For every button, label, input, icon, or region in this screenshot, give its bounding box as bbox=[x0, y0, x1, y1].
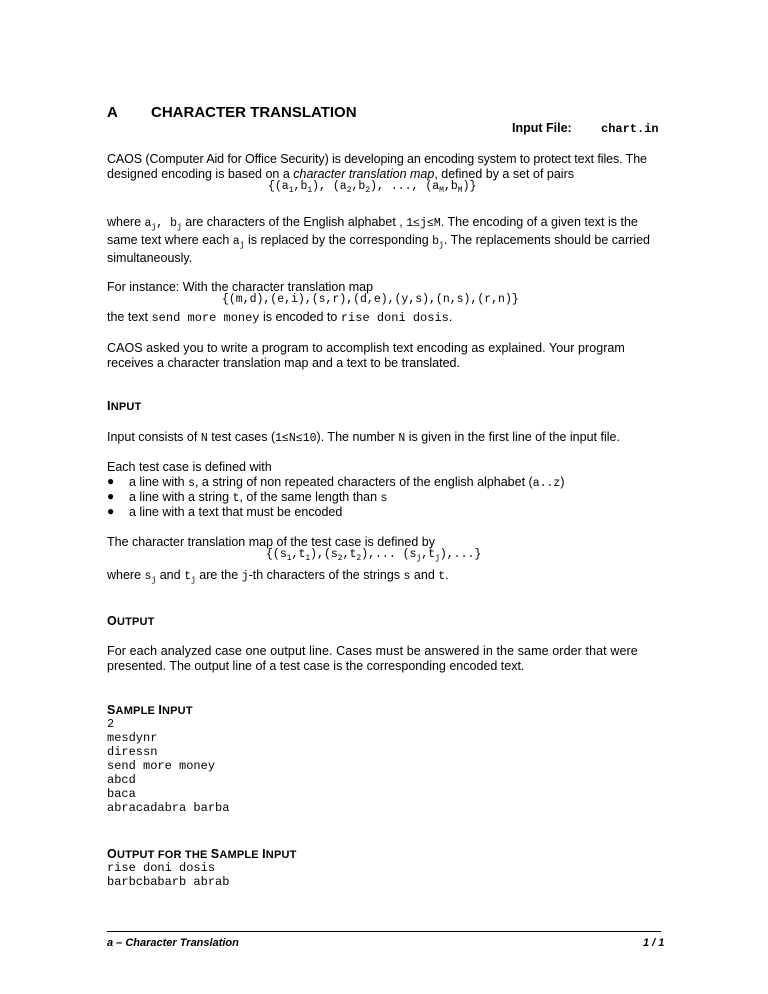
sample-input-line: mesdynr bbox=[107, 731, 158, 745]
sample-input-line: send more money bbox=[107, 759, 216, 773]
sample-input-line: baca bbox=[107, 787, 136, 801]
output-line-2: presented. The output line of a test case is the corresponding encoded text. bbox=[107, 659, 525, 673]
bullet-icon: ● bbox=[107, 504, 115, 518]
example-map: {(m,d),(e,i),(s,r),(d,e),(y,s),(n,s),(r,n)} bbox=[222, 293, 519, 306]
input-file-label: Input File: bbox=[512, 121, 572, 135]
where-line-1: where $a_j$, $b_j$ are characters of the English alphabet , 1≤j≤M. The encoding of a given text is the bbox=[107, 215, 638, 232]
sample-input-heading: SAMPLE INPUT bbox=[107, 703, 193, 717]
sample-input-block bbox=[107, 717, 229, 815]
sample-input-line: abcd bbox=[107, 773, 136, 787]
footer-page-number: 1 / 1 bbox=[643, 937, 665, 949]
sample-input-line: diressn bbox=[107, 745, 158, 759]
problem-title: CHARACTER TRANSLATION bbox=[151, 104, 357, 121]
pairs-formula: {$(a_1,b_1)$, $(a_2,b_2)$, ..., $(a_M,b_M)$} bbox=[268, 180, 477, 195]
bullet-item-1: a line with s, a string of non repeated characters of the english alphabet (a..z) bbox=[129, 475, 565, 490]
sample-output-line: barbcbabarb abrab bbox=[107, 875, 230, 889]
input-file-name: chart.in bbox=[601, 122, 659, 136]
where-line-3: simultaneously. bbox=[107, 251, 193, 265]
intro-line-1: CAOS (Computer Aid for Office Security) is developing an encoding system to protect text files. The bbox=[107, 152, 647, 166]
example-line-3: the text send more money is encoded to rise doni dosis. bbox=[107, 310, 453, 325]
sample-input-line: abracadabra barba bbox=[107, 801, 230, 815]
footer-left: a – Character Translation bbox=[107, 937, 239, 949]
sample-input-line: 2 bbox=[107, 717, 115, 731]
bullet-item-3: a line with a text that must be encoded bbox=[129, 505, 343, 519]
bullet-item-2: a line with a string t, of the same length than s bbox=[129, 490, 388, 505]
sample-output-line: rise doni dosis bbox=[107, 861, 216, 875]
example-line-1: For instance: With the character translation map bbox=[107, 280, 374, 294]
where-st-line: where $s_j$ and $t_j$ are the j-th characters of the strings s and t. bbox=[107, 568, 449, 585]
bullet-icon: ● bbox=[107, 489, 115, 503]
footer-rule bbox=[107, 931, 661, 932]
intro-line-2: designed encoding is based on a character translation map, defined by a set of pairs bbox=[107, 167, 574, 181]
encoded-text-sample: rise doni dosis bbox=[340, 311, 449, 325]
bullet-icon: ● bbox=[107, 474, 115, 488]
where-line-2: same text where each $a_j$ is replaced by the corresponding $b_j$. The replacements should be carried bbox=[107, 233, 650, 250]
sample-output-heading: OUTPUT FOR THE SAMPLE INPUT bbox=[107, 847, 297, 861]
task-line-2: receives a character translation map and a text to be translated. bbox=[107, 356, 460, 370]
problem-letter: A bbox=[107, 104, 118, 121]
output-line-1: For each analyzed case one output line. Cases must be answered in the same order that were bbox=[107, 644, 638, 658]
emphasis-term: character translation map bbox=[293, 167, 435, 181]
input-heading: INPUT bbox=[107, 399, 142, 413]
input-line-1: Input consists of N test cases (1≤N≤10). The number N is given in the first line of the input file. bbox=[107, 430, 620, 445]
map-definition-formula: {$(s_1,t_1),(s_2,t_2)$,... $(s_j,t_j)$,...} bbox=[266, 548, 482, 563]
each-case-line: Each test case is defined with bbox=[107, 460, 272, 474]
task-line-1: CAOS asked you to write a program to accomplish text encoding as explained. Your program bbox=[107, 341, 625, 355]
plain-text-sample: send more money bbox=[151, 311, 260, 325]
map-definition-line: The character translation map of the test case is defined by bbox=[107, 535, 435, 549]
sample-output-block bbox=[107, 861, 229, 889]
output-heading: OUTPUT bbox=[107, 614, 155, 628]
